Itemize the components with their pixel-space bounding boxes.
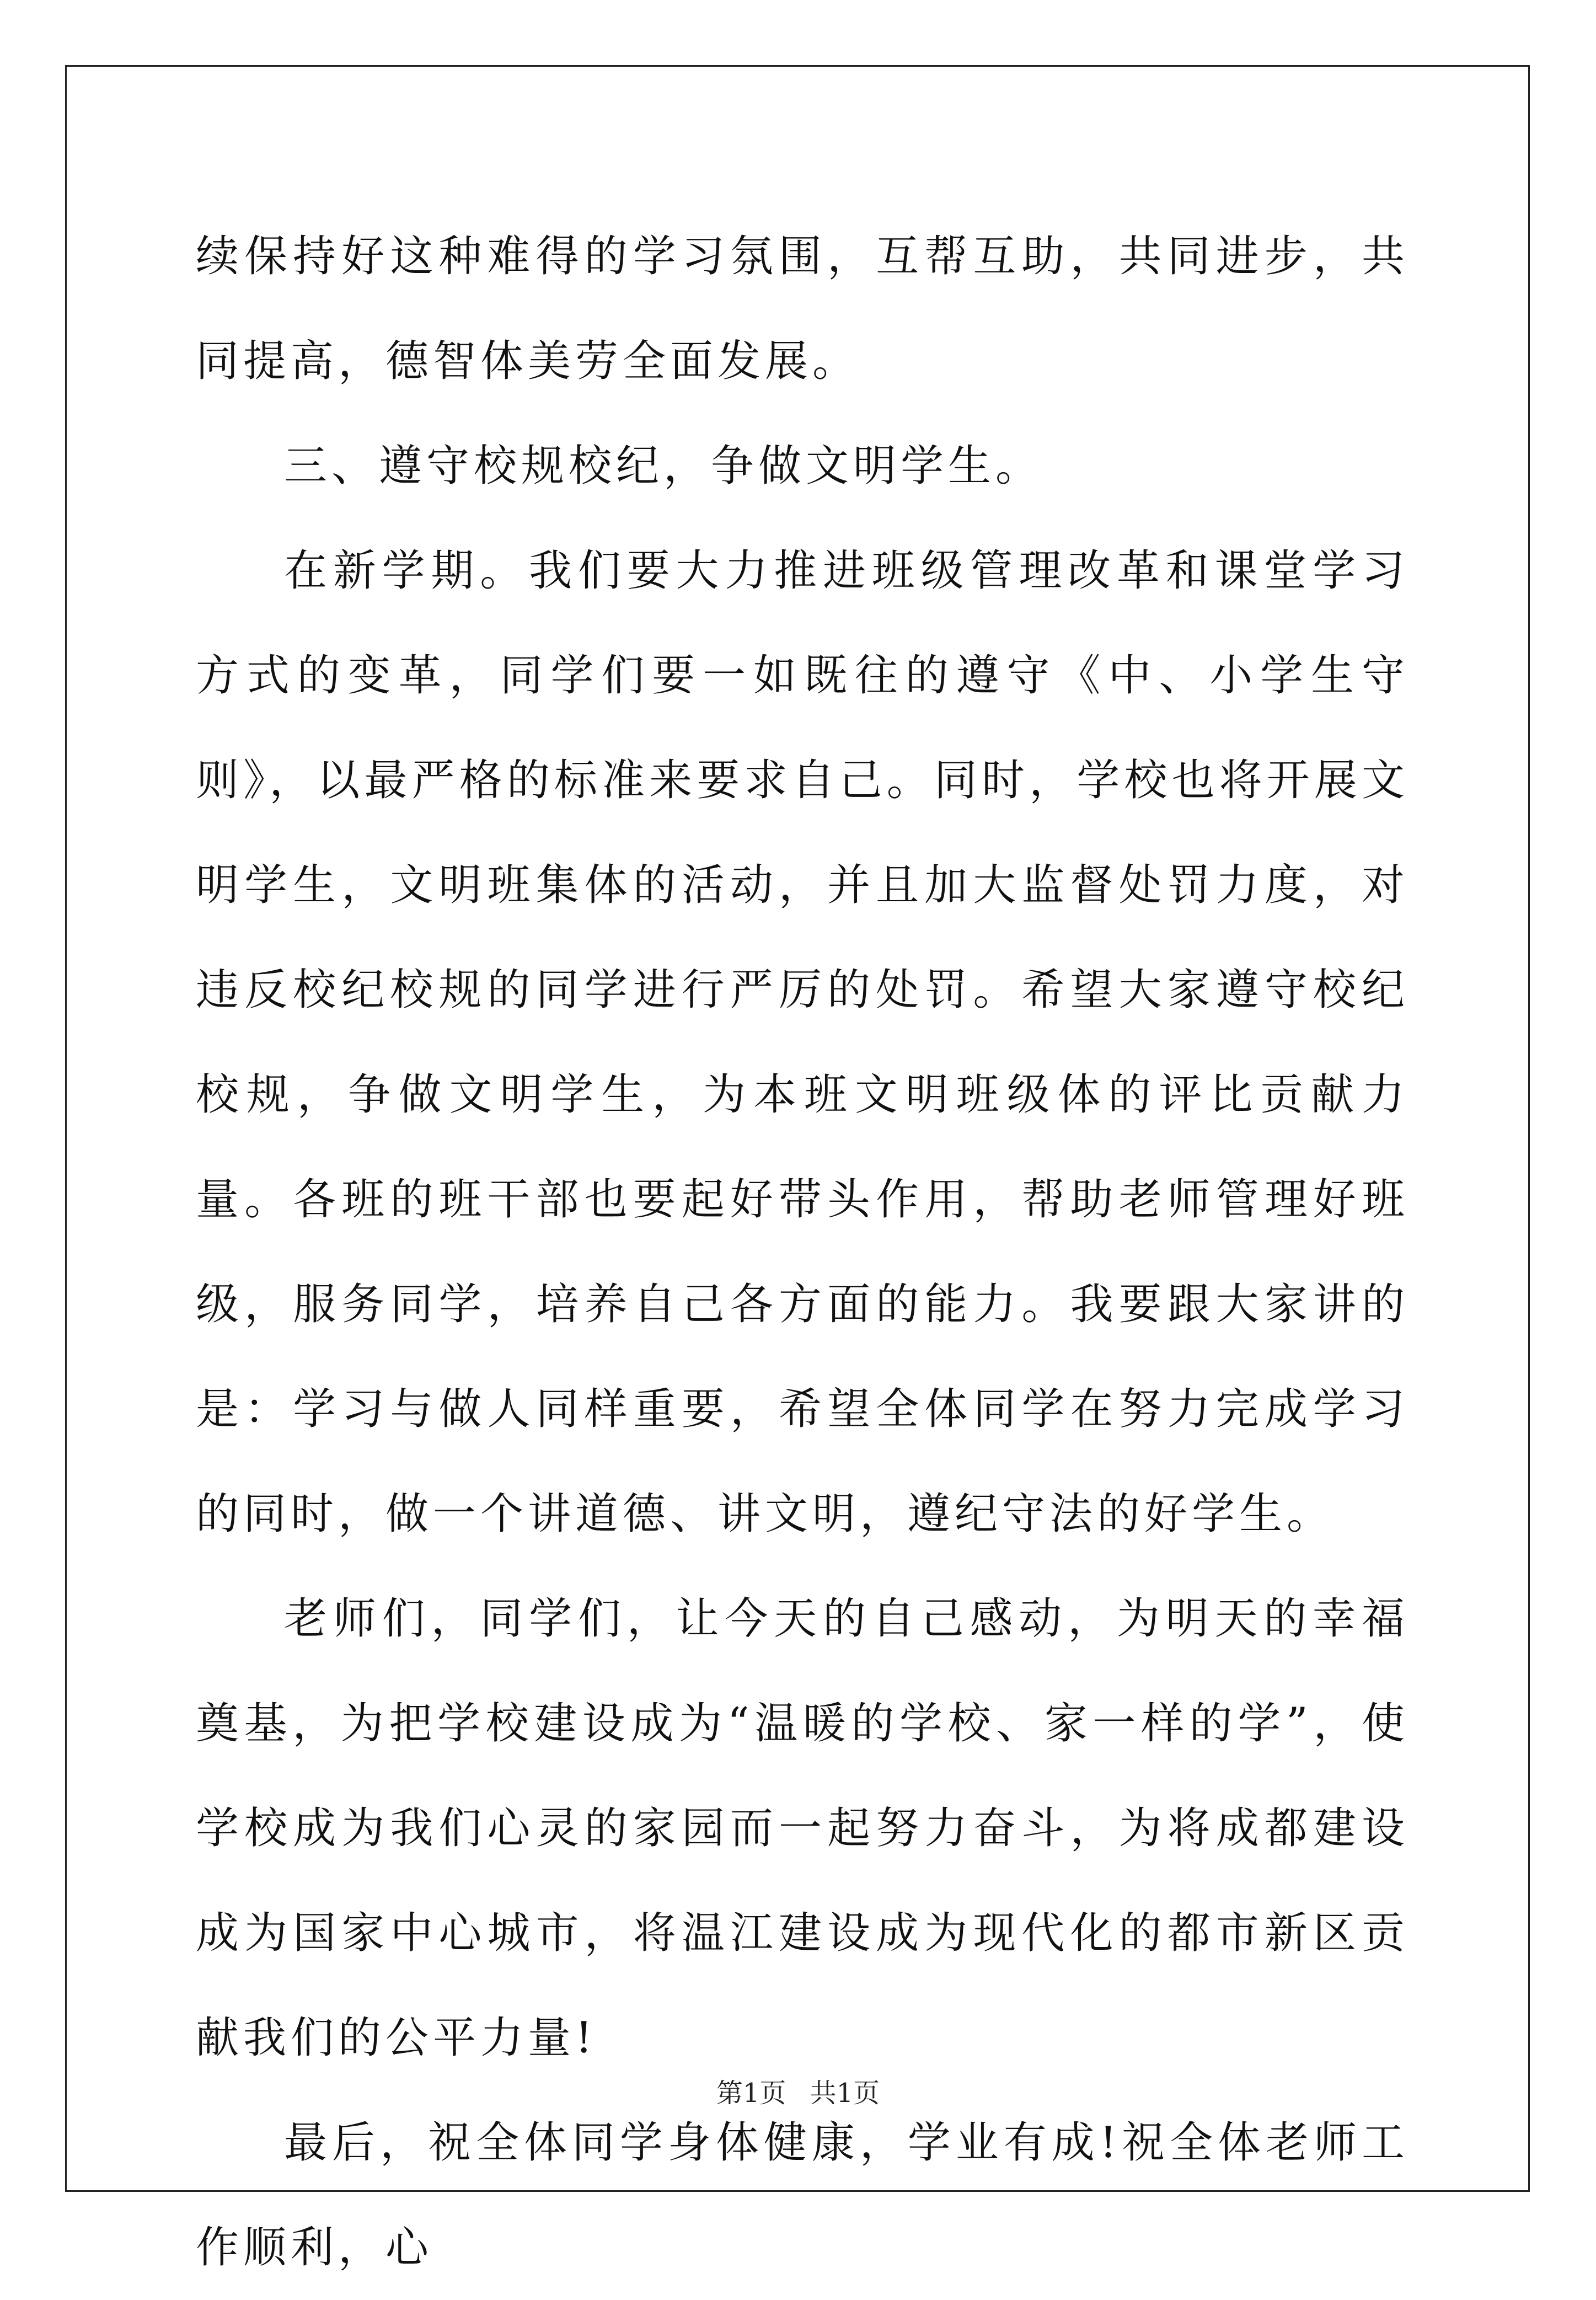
page-number: 第1页: [716, 2078, 786, 2109]
paragraph: 最后，祝全体同学身体健康，学业有成!祝全体老师工作顺利，心: [196, 2118, 1409, 2272]
document-body: [196, 204, 1409, 2300]
paragraph: 老师们，同学们，让今天的自己感动，为明天的幸福奠基，为把学校建设成为“温暖的学校、家一样的学”，使学校成为我们心灵的家园而一起努力奋斗，为将成都建设成为国家中心城市，将温江建设成为现代化的都市新区贡献我们的公平力量!: [196, 1594, 1409, 2063]
page-footer: [0, 2077, 1596, 2110]
page-total: 共1页: [810, 2078, 880, 2109]
paragraph-continuation: 续保持好这种难得的学习氛围，互帮互助，共同进步，共同提高，德智体美劳全面发展。: [196, 232, 1409, 386]
paragraph: 在新学期。我们要大力推进班级管理改革和课堂学习方式的变革，同学们要一如既往的遵守《中、小学生守则》，以最严格的标准来要求自己。同时，学校也将开展文明学生，文明班集体的活动，并且加大监督处罚力度，对违反校纪校规的同学进行严厉的处罚。希望大家遵守校纪校规，争做文明学生，为本班文明班级体的评比贡献力量。各班的班干部也要起好带头作用，帮助老师管理好班级，服务同学，培养自己各方面的能力。我要跟大家讲的是：学习与做人同样重要，希望全体同学在努力完成学习的同时，做一个讲道德、讲文明，遵纪守法的好学生。: [196, 546, 1409, 1539]
section-heading: 三、遵守校规校纪，争做文明学生。: [284, 441, 1043, 491]
